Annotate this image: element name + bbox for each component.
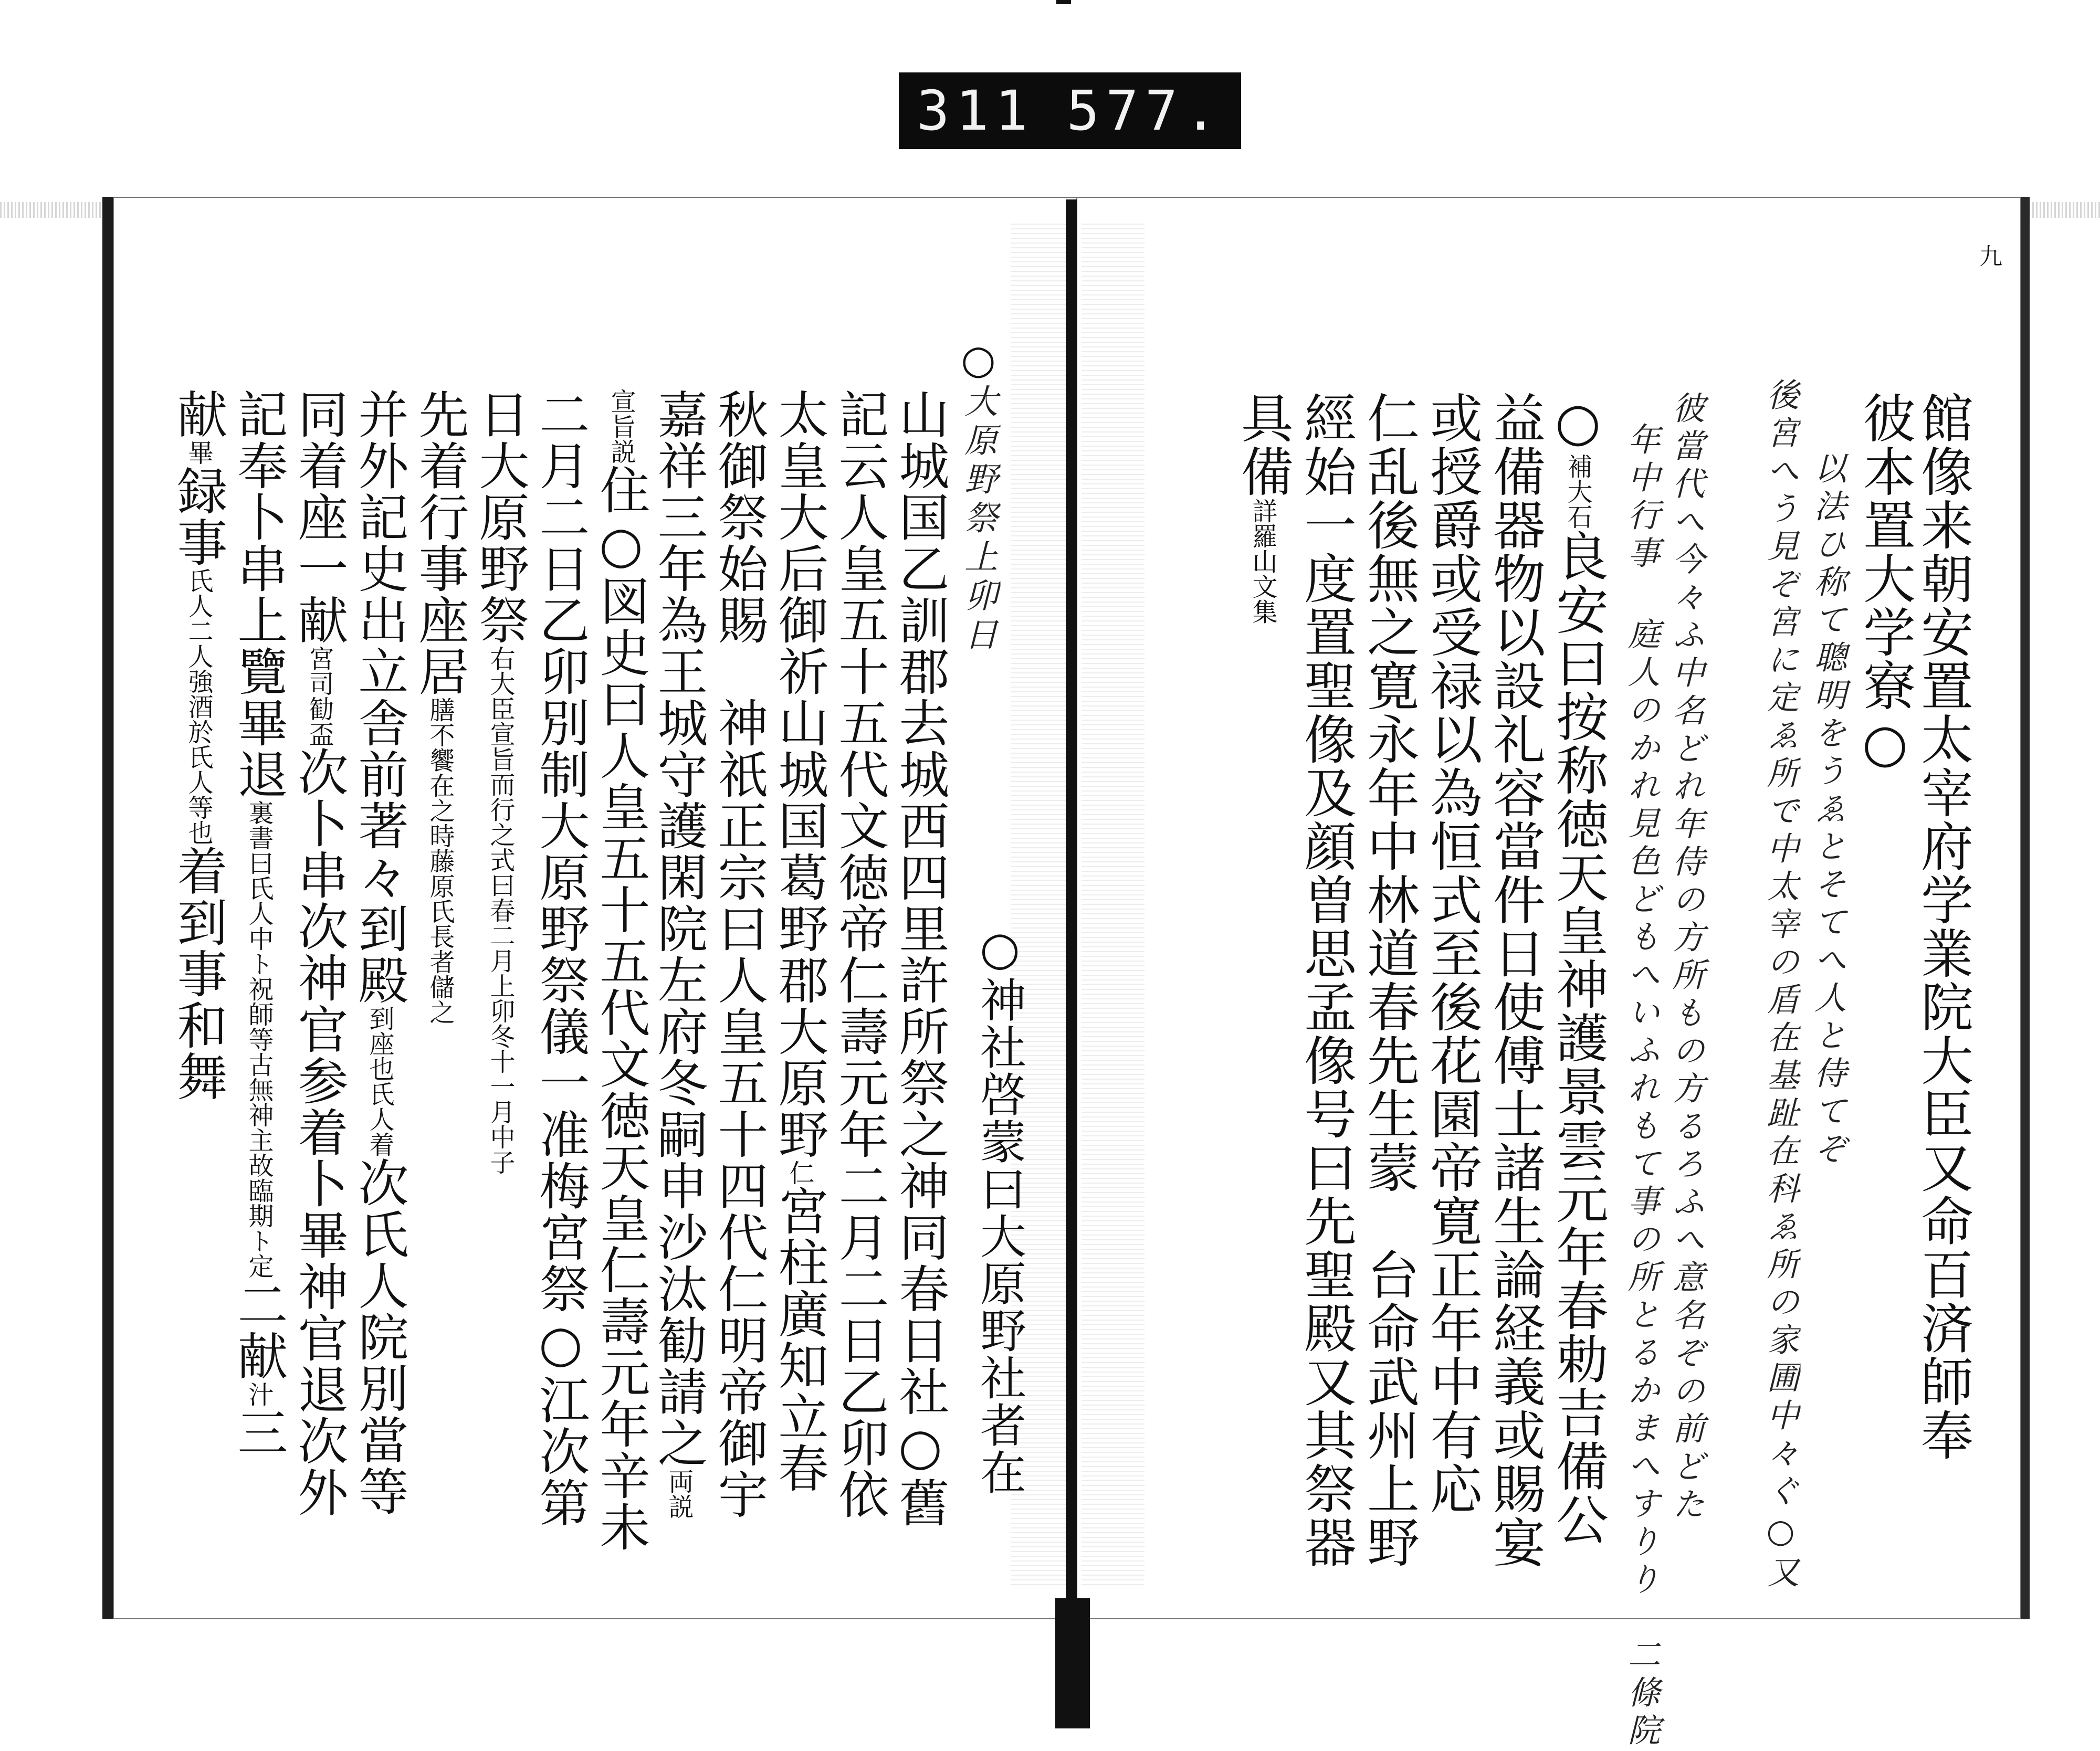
lp-col-11: 先着行事座居膳不饗在之時藤原氏長者儲之 — [411, 388, 469, 1025]
lp-col-9: 二月二日乙卯別制大原野祭儀一准梅宮祭○江次第 — [531, 388, 590, 1528]
lp-col-14: 記奉卜串上覽畢退裏書曰氏人中ト祝師等古無神主故臨期ト定二献汁三 — [229, 388, 288, 1458]
rp-col-1: 館像来朝安置太宰府学業院大臣又命百済師奉 — [1912, 391, 1973, 1462]
lp-col-10: 日大原野祭右大臣宣旨而行之式曰春二月上卯冬十一月中子 — [471, 388, 530, 1175]
rp-col-8: 益備器物以設礼容當件日使傅士諸生論経義或賜宴 — [1484, 391, 1546, 1569]
gutter-shade-right — [1082, 220, 1144, 1585]
rp-col-11: 經始一度置聖像及顔曽思孟像号曰先聖殿又其祭器 — [1295, 391, 1357, 1569]
lp-col-8: 宣旨説住○図史曰人皇五十五代文徳天皇仁壽元年辛未 — [592, 388, 650, 1553]
rp-col-2: 彼本置大学寮○ — [1854, 391, 1916, 775]
rp-col-12: 具備詳羅山文集 — [1232, 391, 1294, 624]
label-number-left: 311 — [917, 79, 1034, 143]
lp-col-3: 山城国乙訓郡去城西四里許所祭之神同春日社○舊 — [891, 388, 950, 1528]
scan-top-mark — [1056, 0, 1071, 4]
rp-col-10: 仁乱後無之寛永年中林道春先生蒙 台命武州上野 — [1358, 391, 1420, 1569]
rp-col-4-cursive: 後宮へう見ぞ宮に定ゑ所で中太宰の盾在基趾在科ゑ所の家圃中々ぐ○又 — [1761, 378, 1800, 1593]
lp-col-7: 嘉祥三年為王城守護閑院左府冬嗣申沙汰勧請之両説 — [649, 388, 708, 1519]
page-folio: 九 — [1975, 244, 2002, 267]
lp-col-13: 同着座一献宮司勧盃次卜串次神官参着卜畢神官退次外 — [290, 388, 349, 1518]
lp-col-2-heading: ○大原野祭上卯日 — [955, 336, 1002, 656]
label-number-right: 577. — [1066, 79, 1223, 143]
rp-col-6-cursive: 年中行事 庭人のかれ見色どもへいふれもて事の所とるかまへすりり 二條院 — [1622, 423, 1661, 1751]
microfilm-label — [899, 72, 1241, 149]
rp-col-5-cursive: 彼當代へ今々ふ中名どれ年侍の方所もの方るろふへ意名ぞの前どた — [1667, 391, 1705, 1525]
lp-col-5: 太皇大后御祈山城国葛野郡大原野仁宮柱廣知立春 — [770, 388, 829, 1494]
lp-col-4: 記云人皇五十五代文徳帝仁壽元年二月二日乙卯依 — [831, 388, 889, 1520]
lp-col-12: 并外記史出立舎前著々到殿到座也氏人着次氏人院別當等 — [350, 388, 409, 1517]
book-spine — [1066, 199, 1077, 1617]
rp-col-7: ○補大石良安曰按称徳天皇神護景雲元年春勅吉備公 — [1547, 391, 1609, 1546]
lp-col-15: 献畢録事氏人二人強酒於氏人等也着到事和舞 — [169, 388, 228, 1102]
lp-col-6: 秋御祭始賜 神祇正宗曰人皇五十四代仁明帝御宇 — [710, 388, 769, 1520]
rp-col-9: 或授爵或受禄以為恒式至後花園帝寛正年中有応 — [1421, 391, 1483, 1515]
lp-col-1: ○神社啓蒙曰大原野社者在 — [973, 921, 1027, 1496]
spine-foot — [1055, 1598, 1090, 1728]
rp-col-3-cursive: 以法ひ称て聰明をうゑとそてへ人と侍てぞ — [1809, 451, 1847, 1169]
